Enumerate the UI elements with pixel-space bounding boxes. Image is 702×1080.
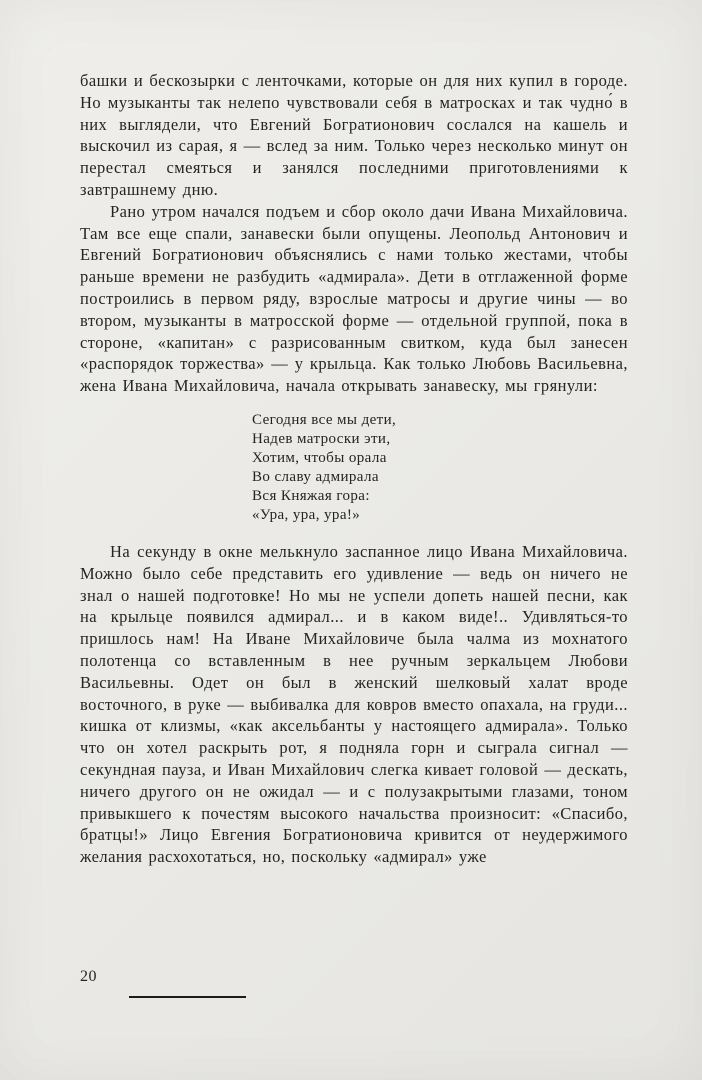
paragraph-admiral-appearance: На секунду в окне мелькнуло заспанное лицо Ивана Михайловича. Можно было себе представить его удивление — ведь он ничего не знал о нашей подготовке! Но мы не успели допеть нашей песни, как на крыльце появился адмирал... и в каком виде!.. Удивляться-то пришлось нам! На Иване Михайловиче была чалма из мохнатого полотенца со вставленным в нее ручным зеркальцем Любови Васильевны. Одет он был в женский шелковый халат вроде восточного, в руке — выбивалка для ковров вместо опахала, на груди... кишка от клизмы, «как аксельбанты у настоящего адмирала». Только что он хотел раскрыть рот, я подняла горн и сыграла сигнал — секундная пауза, и Иван Михайлович слегка кивает головой — дескать, ничего другого он не ожидал — и с полузакрытыми глазами, тоном привыкшего к почестям высокого начальства произносит: «Спасибо, братцы!» Лицо Евгения Богратионовича кривится от неудержимого желания расхохотаться, но, поскольку «адмирал» уже [80, 541, 628, 867]
verse-block [252, 411, 628, 525]
footer-rule [129, 996, 246, 998]
paragraph-continuation: башки и бескозырки с ленточками, которые он для них купил в городе. Но музыканты так нелепо чувствовали себя в матросках и так чудно́ в них выглядели, что Евгений Богратионович сослался на кашель и выскочил из сарая, я — вслед за ним. Только через несколько минут он перестал смеяться и занялся последними приготовлениями к завтрашнему дню. [80, 71, 628, 199]
verse-line: «Ура, ура, ура!» [252, 506, 361, 523]
verse-line: Надев матроски эти, [252, 430, 391, 447]
verse-line: Вся Княжая гора: [252, 487, 370, 504]
verse-line: Сегодня все мы дети, [252, 411, 397, 428]
verse-line: Хотим, чтобы орала [252, 449, 387, 466]
paragraph-morning-gathering: Рано утром начался подъем и сбор около дачи Ивана Михайловича. Там все еще спали, занавески были опущены. Леопольд Антонович и Евгений Богратионович объяснялись с нами только жестами, чтобы раньше времени не разбудить «адмирала». Дети в отглаженной форме построились в первом ряду, взрослые матросы и другие чины — во втором, музыканты в матросской форме — отдельной группой, пока в стороне, «капитан» с разрисованным свитком, куда был занесен «распорядок торжества» — у крыльца. Как только Любовь Васильевна, жена Ивана Михайловича, начала открывать занавеску, мы грянули: [80, 201, 628, 396]
verse-line: Во славу адмирала [252, 468, 379, 485]
text-block [80, 70, 628, 868]
page-number: 20 [80, 968, 97, 985]
